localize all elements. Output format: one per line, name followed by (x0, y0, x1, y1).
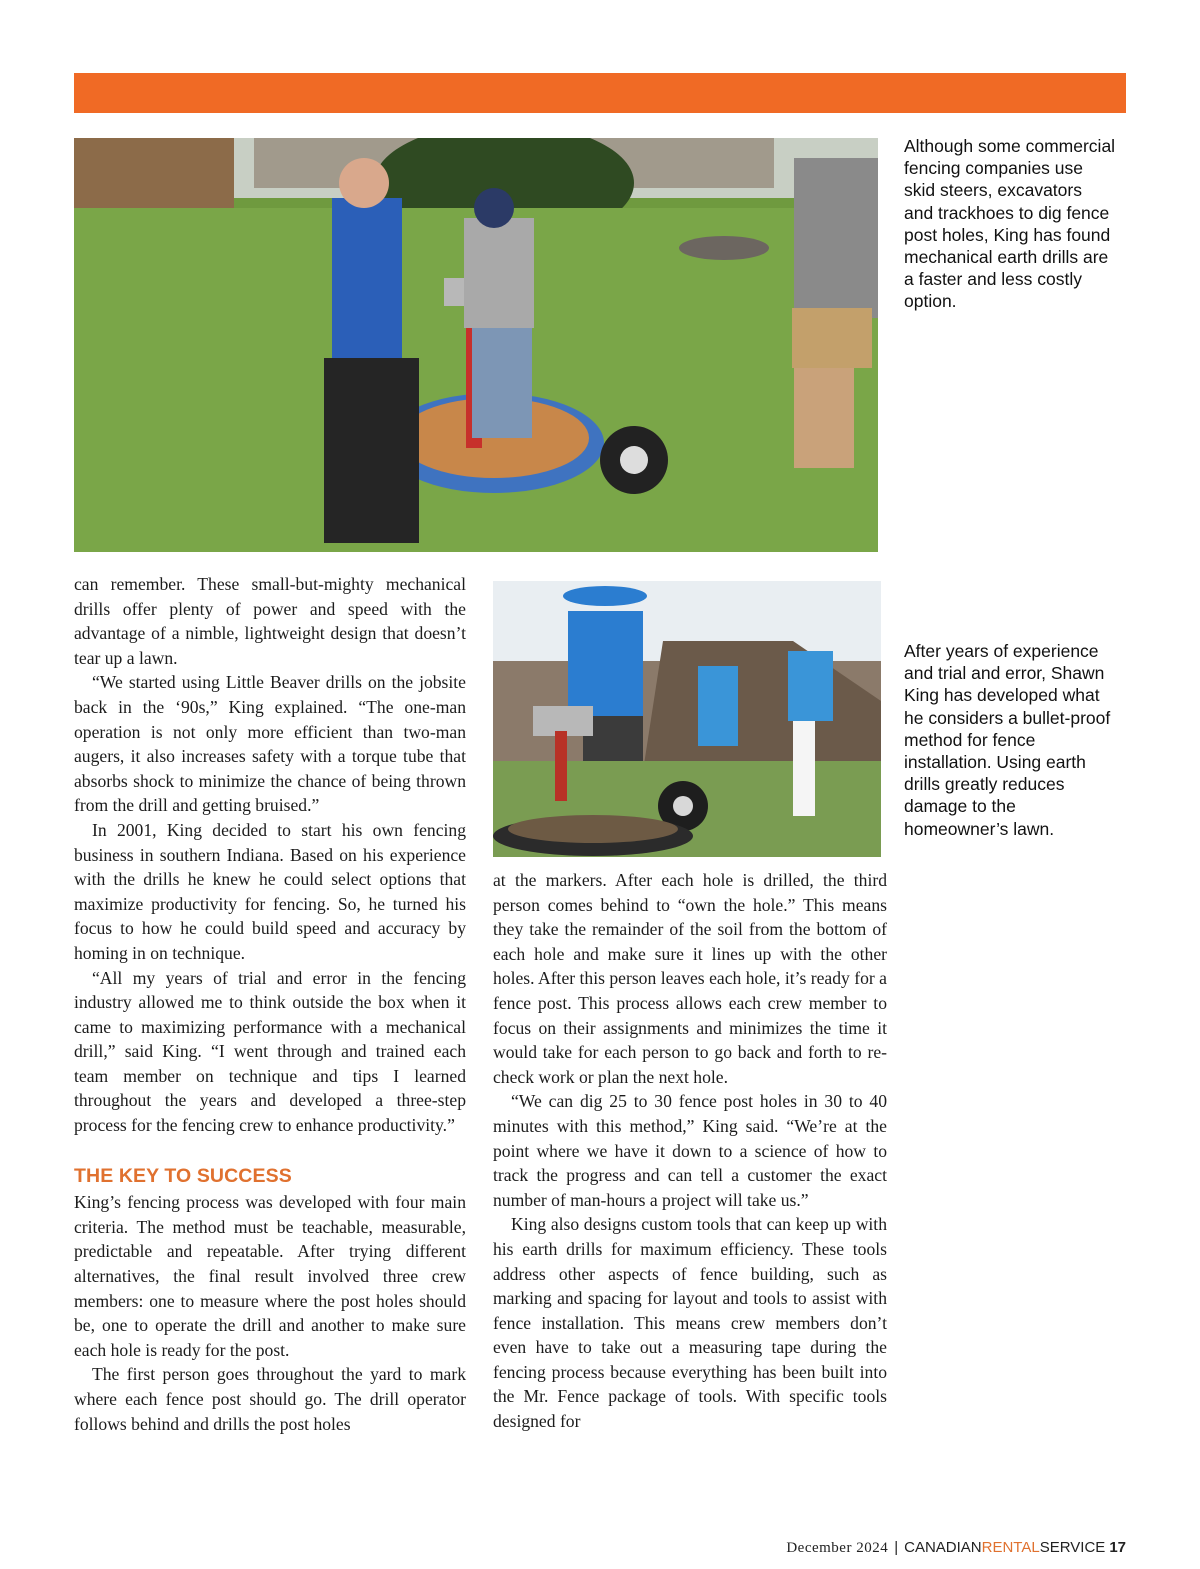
brand-part-2: RENTAL (981, 1539, 1040, 1556)
paragraph: at the markers. After each hole is drilled, the third person comes behind to “own the hole.” This means they take the remainder of the soil from the bottom of each hole and make sure it lines up with the other holes. After this person leaves each hole, it’s ready for a fence post. This process allows each crew member to focus on their assignments and minimizes the time it would take for each person to go back and forth to re-check work or plan the next hole. (493, 870, 887, 1087)
issue-date: December 2024 (786, 1540, 889, 1556)
paragraph: “All my years of trial and error in the fencing industry allowed me to think outside the box when it came to maximizing performance with a mechanical drill,” said King. “I went through and trained each team member on technique and tips I learned throughout the years and developed a three-step process for the fencing crew to enhance productivity.” (74, 967, 466, 1136)
brand-part-1: CANADIAN (904, 1539, 982, 1556)
section-heading: THE KEY TO SUCCESS (74, 1164, 292, 1187)
publication-name (904, 1539, 1105, 1556)
paragraph: can remember. These small-but-mighty mechanical drills offer plenty of power and speed with the advantage of a nimble, lightweight design that doesn’t tear up a lawn. (74, 574, 466, 668)
photo-caption-top: Although some commercial fencing companies use skid steers, excavators and trackhoes to dig fence post holes, King has found mechanical earth drills are a faster and less costly option. (904, 136, 1116, 312)
paragraph: “We started using Little Beaver drills on the jobsite back in the ‘90s,” King explained. “The one-man operation is not only more efficient than two-man augers, it also increases safety with a torque tube that absorbs shock to minimize the chance of being thrown from the drill and getting bruised.” (74, 672, 466, 816)
paragraph: King’s fencing process was developed with four main criteria. The method must be teachable, measurable, predictable and repeatable. After trying different alternatives, the final result involved three crew members: one to measure where the post holes should be, one to operate the drill and another to make sure each hole is ready for the post. (74, 1192, 466, 1360)
paragraph: “We can dig 25 to 30 fence post holes in 30 to 40 minutes with this method,” King said. “We’re at the point where we have it down to a science of how to track the progress and can tell a customer the exact number of man-hours a project will take us.” (493, 1091, 887, 1210)
brand-part-3: SERVICE (1039, 1539, 1106, 1556)
page-number: 17 (1109, 1539, 1126, 1556)
footer-separator: | (894, 1539, 899, 1556)
page-footer (786, 1539, 1126, 1557)
paragraph: The first person goes throughout the yard to mark where each fence post should go. The drill operator follows behind and drills the post holes (74, 1364, 466, 1434)
paragraph: King also designs custom tools that can keep up with his earth drills for maximum efficiency. These tools address other aspects of fence building, such as marking and spacing for layout and tools to assist with fence installation. This means crew members don’t even have to take out a measuring tape during the fencing process because everything has been built into the Mr. Fence package of tools. With specific tools designed for (493, 1214, 887, 1432)
crew-earth-drill-photo (74, 138, 878, 552)
header-accent-bar (74, 73, 1126, 113)
article-column-left (74, 572, 466, 1436)
drill-operator-photo (493, 581, 881, 857)
paragraph: In 2001, King decided to start his own fencing business in southern Indiana. Based on his experience with the drills he knew he could select options that maximize productivity for fencing. So, he turned his focus to how he could build speed and accuracy by homing in on technique. (74, 819, 466, 963)
article-column-right (493, 868, 887, 1434)
photo-caption-middle: After years of experience and trial and error, Shawn King has developed what he considers a bullet-proof method for fence installation. Using earth drills greatly reduces damage to the homeowner’s lawn. (904, 641, 1111, 839)
